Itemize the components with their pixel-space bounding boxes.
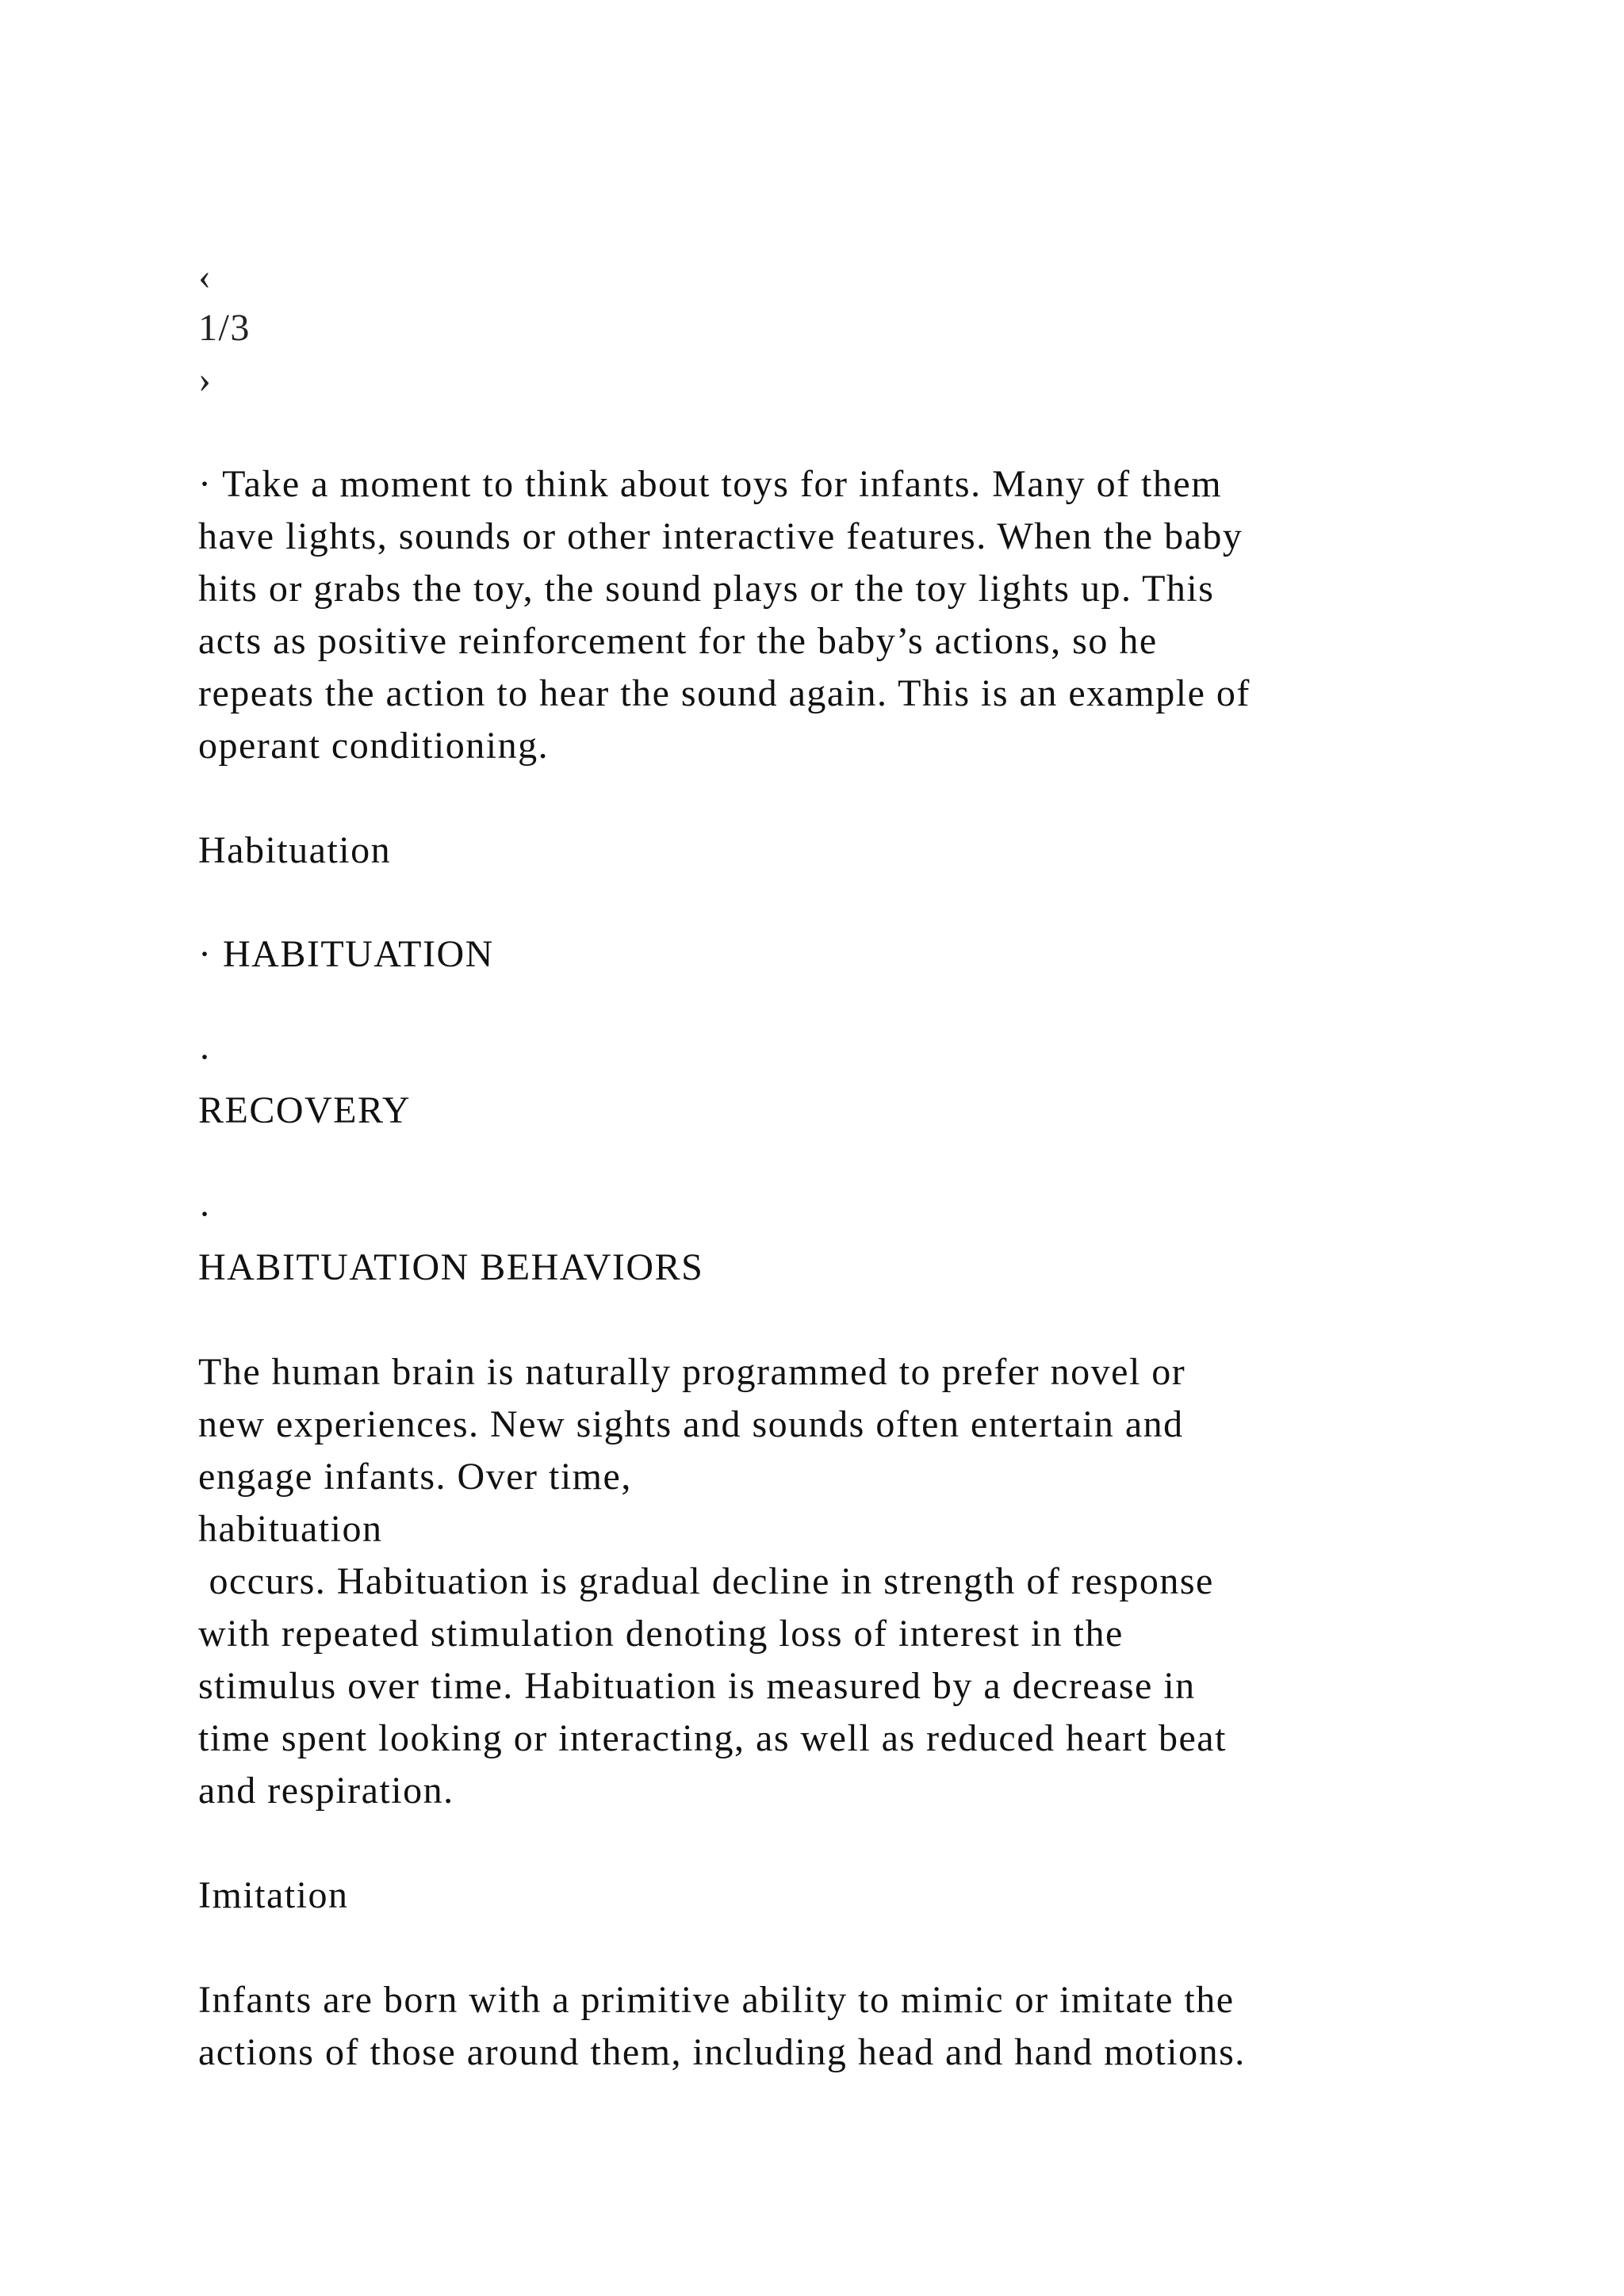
section-heading-imitation: Imitation xyxy=(198,1874,349,1916)
paragraph-line: acts as positive reinforcement for the baby’s actions, so he xyxy=(198,620,1158,662)
previous-arrow-button[interactable]: ‹ xyxy=(198,255,213,297)
paragraph-line: · Take a moment to think about toys for infants. Many of them xyxy=(198,463,1223,505)
paragraph-line: stimulus over time. Habituation is measured by a decrease in xyxy=(198,1665,1196,1707)
paragraph-line: and respiration. xyxy=(198,1770,454,1812)
paragraph-line: occurs. Habituation is gradual decline in strength of response xyxy=(198,1560,1214,1602)
paragraph-line: new experiences. New sights and sounds often entertain and xyxy=(198,1403,1184,1445)
paragraph-line: hits or grabs the toy, the sound plays or the toy lights up. This xyxy=(198,568,1215,610)
paragraph-line: time spent looking or interacting, as well as reduced heart beat xyxy=(198,1717,1227,1759)
paragraph-line: actions of those around them, including head and hand motions. xyxy=(198,2031,1246,2073)
paragraph-line: have lights, sounds or other interactive features. When the baby xyxy=(198,515,1243,557)
tab-separator: · xyxy=(198,1193,213,1235)
tab-recovery[interactable]: RECOVERY xyxy=(198,1089,412,1131)
paragraph-line: operant conditioning. xyxy=(198,725,550,767)
habituation-term: habituation xyxy=(198,1508,383,1550)
tab-habituation-behaviors[interactable]: HABITUATION BEHAVIORS xyxy=(198,1246,704,1288)
section-heading-habituation: Habituation xyxy=(198,829,392,871)
tab-separator: · xyxy=(198,1036,213,1078)
next-arrow-button[interactable]: › xyxy=(198,358,213,400)
page-indicator: 1/3 xyxy=(198,307,251,349)
paragraph-line: Infants are born with a primitive ability to mimic or imitate the xyxy=(198,1979,1235,2021)
paragraph-line: with repeated stimulation denoting loss of interest in the xyxy=(198,1613,1124,1655)
paragraph-line: repeats the action to hear the sound again. This is an example of xyxy=(198,672,1251,714)
paragraph-line: engage infants. Over time, xyxy=(198,1456,632,1498)
paragraph-line: The human brain is naturally programmed to prefer novel or xyxy=(198,1351,1186,1393)
tab-habituation[interactable]: · HABITUATION xyxy=(198,933,494,975)
